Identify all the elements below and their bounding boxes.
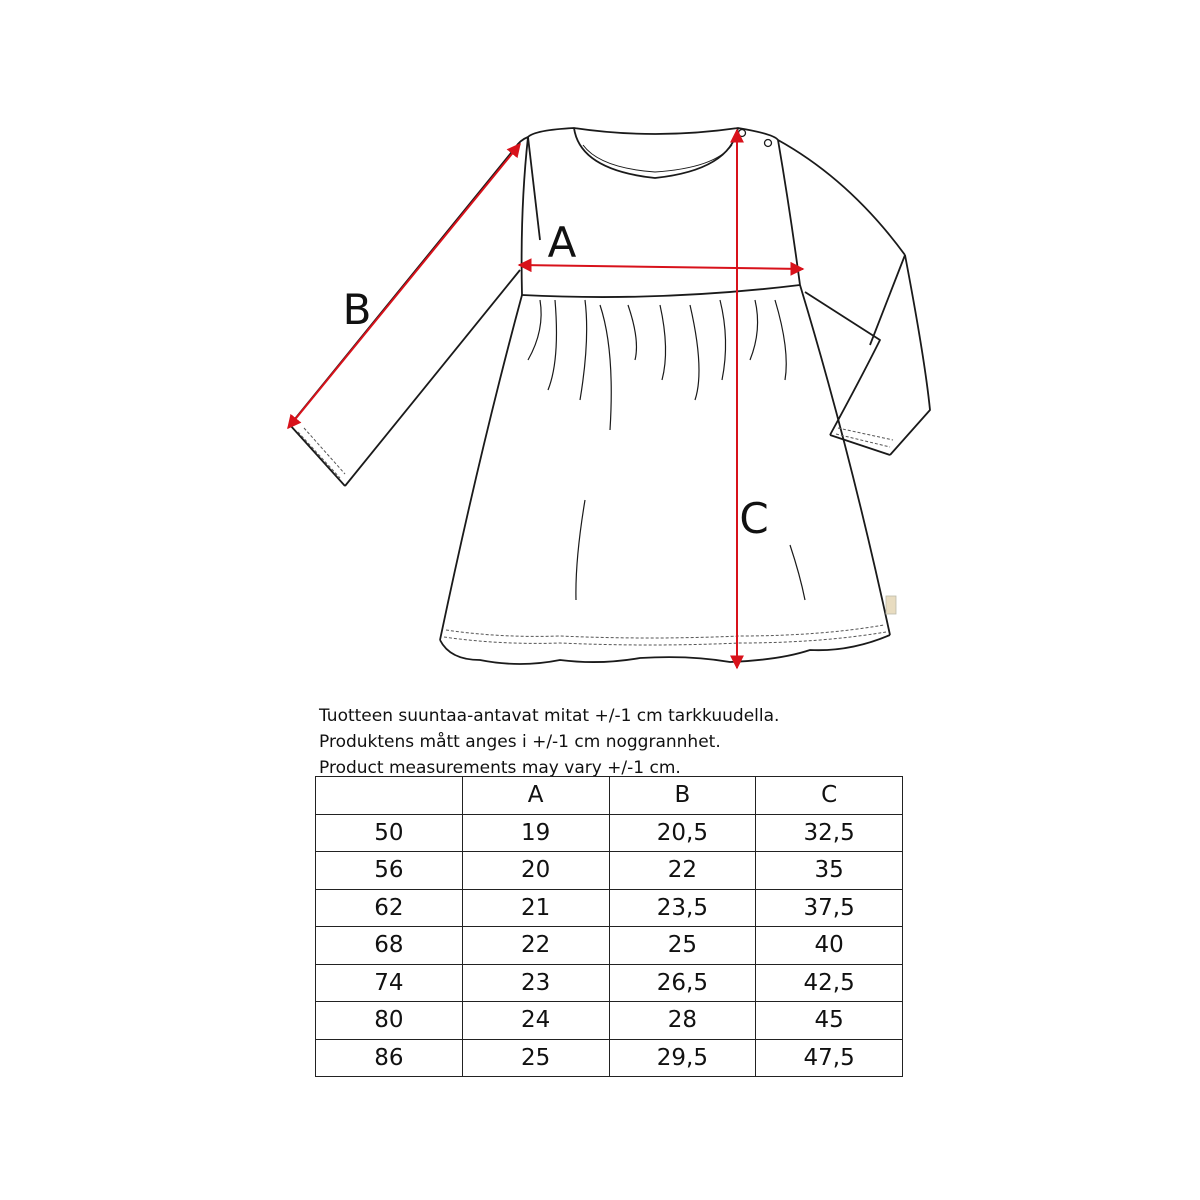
table-cell: 40 <box>756 927 903 965</box>
dress-outline <box>290 128 930 664</box>
table-cell: 26,5 <box>609 964 756 1002</box>
table-cell: 23,5 <box>609 889 756 927</box>
table-cell: 45 <box>756 1002 903 1040</box>
label-a: A <box>547 218 577 267</box>
table-cell: 86 <box>316 1039 463 1077</box>
note-english: Product measurements may vary +/-1 cm. <box>319 758 681 778</box>
table-cell: 62 <box>316 889 463 927</box>
table-cell: 29,5 <box>609 1039 756 1077</box>
note-swedish: Produktens mått anges i +/-1 cm noggrannhet. <box>319 732 721 752</box>
table-cell: 28 <box>609 1002 756 1040</box>
header-cell <box>316 777 463 815</box>
table-cell: 25 <box>609 927 756 965</box>
table-cell: 24 <box>462 1002 609 1040</box>
table-cell: 22 <box>462 927 609 965</box>
label-c: C <box>739 494 769 543</box>
table-cell: 35 <box>756 852 903 890</box>
table-cell: 20 <box>462 852 609 890</box>
table-cell: 50 <box>316 814 463 852</box>
stitch-lines <box>298 428 893 645</box>
table-cell: 22 <box>609 852 756 890</box>
size-table <box>315 776 903 1077</box>
table-cell: 37,5 <box>756 889 903 927</box>
table-cell: 21 <box>462 889 609 927</box>
table-row <box>316 1002 903 1040</box>
note-finnish: Tuotteen suuntaa-antavat mitat +/-1 cm tarkkuudella. <box>319 706 780 726</box>
table-row <box>316 852 903 890</box>
header-cell: A <box>462 777 609 815</box>
table-row <box>316 814 903 852</box>
table-header-row <box>316 777 903 815</box>
table-cell: 68 <box>316 927 463 965</box>
table-cell: 42,5 <box>756 964 903 1002</box>
table-row <box>316 889 903 927</box>
table-row <box>316 927 903 965</box>
header-cell: C <box>756 777 903 815</box>
label-b: B <box>342 285 372 334</box>
measure-line-b <box>288 144 520 428</box>
table-cell: 47,5 <box>756 1039 903 1077</box>
measurement-notes <box>319 703 779 781</box>
size-label-tag <box>886 596 896 614</box>
table-cell: 23 <box>462 964 609 1002</box>
table-row <box>316 964 903 1002</box>
table-cell: 56 <box>316 852 463 890</box>
table-cell: 80 <box>316 1002 463 1040</box>
table-cell: 19 <box>462 814 609 852</box>
table-row <box>316 1039 903 1077</box>
measurement-lines <box>288 130 803 668</box>
table-cell: 20,5 <box>609 814 756 852</box>
table-cell: 25 <box>462 1039 609 1077</box>
header-cell: B <box>609 777 756 815</box>
table-cell: 74 <box>316 964 463 1002</box>
table-cell: 32,5 <box>756 814 903 852</box>
